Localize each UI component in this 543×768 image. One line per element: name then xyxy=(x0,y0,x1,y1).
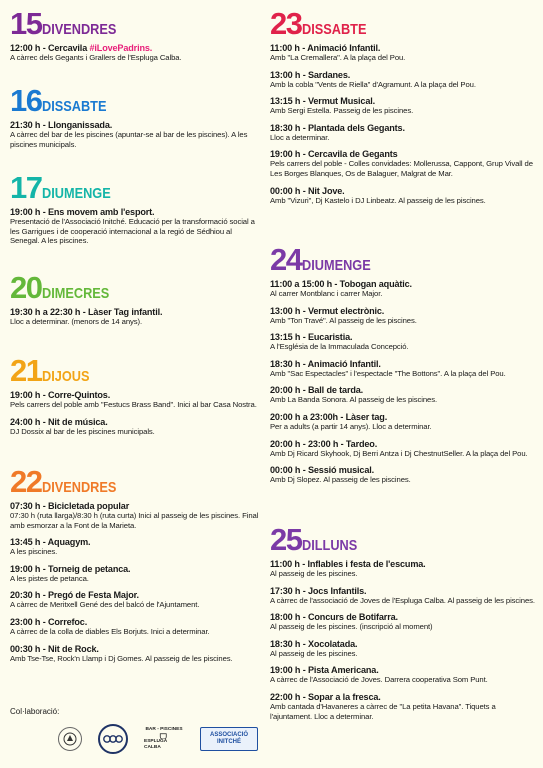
event-title: 12:00 h - Cercavila #iLovePadrins. xyxy=(10,42,153,53)
event-description: Al passeig de les piscines. (inscripció al moment) xyxy=(270,622,433,632)
event xyxy=(270,358,535,379)
event xyxy=(270,95,535,116)
event xyxy=(10,563,262,584)
day-header xyxy=(270,8,535,39)
day-24 xyxy=(270,244,535,491)
event-description: Al passeig de les piscines. xyxy=(270,648,358,658)
event-description: A càrrec dels Gegants i Grallers de l'Espluga Calba. xyxy=(10,53,182,62)
event-title: 13:15 h - Vermut Musical. xyxy=(270,95,376,107)
event-title: 19:00 h - Cercavila de Gegants xyxy=(270,148,398,160)
day-number: 22 xyxy=(10,464,42,499)
event-title: 13:00 h - Vermut electrònic. xyxy=(270,304,385,316)
event-description: Amb La Banda Sonora. Al passeig de les piscines. xyxy=(270,395,437,405)
event xyxy=(10,643,262,664)
event-description: Pels carrers del poble - Colles convidades: Mollerussa, Cappont, Grup Vivall de Les Borges Blanques, Os de Balaguer, Malgrat de Mar. xyxy=(270,159,533,178)
assoc-logo-line2: INITCHÉ xyxy=(216,739,241,745)
event-title: 20:00 h - Ball de tarda. xyxy=(270,384,364,396)
event-title: 21:30 h - Llonganissada. xyxy=(10,119,113,130)
event xyxy=(10,42,262,63)
event-title: 00:00 h - Nit Jove. xyxy=(270,184,345,196)
event xyxy=(270,69,535,90)
event-title: 18:30 h - Animació Infantil. xyxy=(270,357,381,369)
event-description: Al passeig de les piscines. xyxy=(270,569,358,578)
bar-logo-line1: BAR - PISCINES xyxy=(145,727,183,732)
event xyxy=(10,589,262,610)
event xyxy=(270,691,535,721)
event-title: 19:00 h - Ens movem amb l'esport. xyxy=(10,206,155,217)
event-description: A càrrec de Meritxell Gené des del balcó de l'Ajuntament. xyxy=(10,600,200,610)
day-number: 23 xyxy=(270,6,302,41)
event-description: Al carrer Montblanc i carrer Major. xyxy=(270,289,383,298)
event-title: 13:00 h - Sardanes. xyxy=(270,68,351,80)
event xyxy=(270,331,535,352)
event xyxy=(10,389,262,410)
day-name: DIUMENGE xyxy=(42,185,112,202)
bar-piscines-logo xyxy=(144,727,184,751)
hashtag: #iLovePadrins. xyxy=(89,42,153,53)
event-description: DJ Dossix al bar de les piscines municipals. xyxy=(10,426,155,436)
day-number: 20 xyxy=(10,270,42,305)
collaboration-label: Col·laboració: xyxy=(10,707,60,716)
event-description: A les piscines. xyxy=(10,547,58,557)
event xyxy=(270,278,535,299)
event xyxy=(270,638,535,659)
day-header xyxy=(270,244,535,275)
day-15 xyxy=(10,8,262,69)
event-title: 20:30 h - Pregó de Festa Major. xyxy=(10,589,139,601)
event xyxy=(270,42,535,63)
event-description: Amb cantada d'Havaneres a càrrec de "La petita Havana". Tiquets a l'ajuntament. Lloc a determinar. xyxy=(270,701,496,721)
event xyxy=(270,411,535,432)
event xyxy=(10,616,262,637)
event xyxy=(10,119,262,149)
event xyxy=(10,306,262,327)
event-description: Amb Dj Ricard Skyhook, Dj Berri Antza i Dj ChestnutSeller. A la plaça del Pou. xyxy=(270,448,528,458)
day-25 xyxy=(270,524,535,727)
event-description: A l'Església de la Immaculada Concepció. xyxy=(270,342,409,352)
associacio-initche-logo xyxy=(200,727,258,751)
event-description: Pels carrers del poble amb "Festucs Brass Band". Inici al bar Casa Nostra. xyxy=(10,400,257,409)
event-title: 11:00 h - Inflables i festa de l'escuma. xyxy=(270,558,426,569)
event-title: 22:00 h - Sopar a la fresca. xyxy=(270,690,381,702)
event xyxy=(270,585,535,606)
event-title: 11:00 a 15:00 h - Tobogan aquàtic. xyxy=(270,278,412,289)
event-description: 07:30 h (ruta llarga)/8:30 h (ruta curta) Inici al passeig de les piscines. Final amb esmorzar a la Font de la Marieta. xyxy=(10,511,259,530)
day-name: DIVENDRES xyxy=(42,21,117,38)
day-number: 25 xyxy=(270,522,302,557)
event-description: A les pistes de petanca. xyxy=(10,573,89,583)
day-number: 15 xyxy=(10,6,42,41)
event-description: Amb Sergi Estella. Passeig de les piscines. xyxy=(270,106,414,116)
event-title: 13:45 h - Aquagym. xyxy=(10,536,91,548)
day-number: 24 xyxy=(270,242,302,277)
event-title: 20:00 h a 23:00h - Làser tag. xyxy=(270,410,388,422)
event xyxy=(270,185,535,206)
event xyxy=(270,611,535,632)
day-name: DIJOUS xyxy=(42,368,90,385)
event xyxy=(10,536,262,557)
event-title: 20:00 h - 23:00 h - Tardeo. xyxy=(270,437,378,449)
day-header xyxy=(10,466,262,497)
event-description: Lloc a determinar. xyxy=(270,132,330,142)
event-description: A càrrec del bar de les piscines (apuntar-se al bar de les piscines). A les piscines municipals. xyxy=(10,130,248,149)
day-header xyxy=(10,355,262,386)
assoc-logo-line1: ASSOCIACIÓ xyxy=(209,732,248,738)
day-name: DILLUNS xyxy=(302,537,358,554)
event-title: 13:15 h - Eucaristia. xyxy=(270,331,353,343)
day-21 xyxy=(10,355,262,442)
event-description: Per a adults (a partir 14 anys). Lloc a determinar. xyxy=(270,421,432,431)
day-23 xyxy=(270,8,535,211)
event-title: 00:30 h - Nit de Rock. xyxy=(10,642,99,654)
event-title: 23:00 h - Correfoc. xyxy=(10,615,88,627)
event-description: Amb Dj Slopez. Al passeig de les piscines. xyxy=(270,475,411,485)
event-title: 18:00 h - Concurs de Botifarra. xyxy=(270,611,398,623)
event xyxy=(270,384,535,405)
day-number: 17 xyxy=(10,170,42,205)
event-title: 18:30 h - Plantada dels Gegants. xyxy=(270,121,405,133)
collaborator-logo-icon xyxy=(58,727,82,751)
event xyxy=(270,148,535,178)
event-description: Lloc a determinar. (menors de 14 anys). xyxy=(10,317,142,326)
event xyxy=(270,438,535,459)
event-title: 19:00 h - Torneig de petanca. xyxy=(10,562,131,574)
event xyxy=(270,122,535,143)
day-number: 16 xyxy=(10,83,42,118)
event-description: Amb la cobla "Vents de Riella" d'Agramunt. A la plaça del Pou. xyxy=(270,79,476,89)
day-name: DIVENDRES xyxy=(42,479,117,496)
event-description: A càrrec de l'Associació de Joves. Darrera cooperativa Som Punt. xyxy=(270,675,488,685)
event-title: 24:00 h - Nit de música. xyxy=(10,415,108,427)
event xyxy=(270,464,535,485)
event-title: 11:00 h - Animació Infantil. xyxy=(270,42,381,53)
collaborator-logos xyxy=(58,724,258,754)
event xyxy=(270,664,535,685)
event-description: Amb "La Cremallera". A la plaça del Pou. xyxy=(270,53,406,62)
event-description: A càrrec de la colla de diables Els Borjuts. Inici a determinar. xyxy=(10,626,210,636)
event-title: 17:30 h - Jocs Infantils. xyxy=(270,584,367,596)
event-description: A càrrec de l'associació de Joves de l'Espluga Calba. Al passeig de les piscines. xyxy=(270,595,535,605)
event xyxy=(10,206,262,246)
day-16 xyxy=(10,85,262,155)
day-17 xyxy=(10,172,262,252)
day-name: DIMECRES xyxy=(42,285,110,302)
event-title: 19:30 h a 22:30 h - Làser Tag infantil. xyxy=(10,306,163,317)
event-description: Amb "Sac Espectacles" i l'espectacle "The Bottons". A la plaça del Pou. xyxy=(270,368,506,378)
event xyxy=(10,416,262,437)
day-name: DIUMENGE xyxy=(302,257,372,274)
day-header xyxy=(10,272,262,303)
event-description: Presentació de l'Associació Initché. Educació per la transformació social a les Garrigues i de cooperació internacional a la regió de Sédhiou al Senegal. A les piscines. xyxy=(10,217,255,246)
event-description: Amb "Ton Travé". Al passeig de les piscines. xyxy=(270,315,417,325)
event-title: 07:30 h - Bicicletada popular xyxy=(10,500,130,511)
event-title: 19:00 h - Pista Americana. xyxy=(270,664,379,676)
event-description: Amb Tse-Tse, Rock'n Llamp i Dj Gomes. Al passeig de les piscines. xyxy=(10,653,233,663)
day-20 xyxy=(10,272,262,333)
day-header xyxy=(10,8,262,39)
event-description: Amb "Vizuri", Dj Kastelo i DJ Linbeatz. Al passeig de les piscines. xyxy=(270,195,486,205)
bar-logo-line2: ESPLUGA CALBA xyxy=(144,739,168,750)
event-title: 00:00 h - Sessió musical. xyxy=(270,464,375,476)
day-name: DISSABTE xyxy=(42,98,107,115)
day-header xyxy=(10,85,262,116)
event xyxy=(270,305,535,326)
day-name: DISSABTE xyxy=(302,21,367,38)
event-title: 19:00 h - Corre-Quintos. xyxy=(10,389,111,400)
event xyxy=(270,558,535,579)
event-title: 18:30 h - Xocolatada. xyxy=(270,637,358,649)
day-number: 21 xyxy=(10,353,42,388)
day-header xyxy=(270,524,535,555)
club-logo-icon xyxy=(98,724,128,754)
event xyxy=(10,500,262,530)
day-header xyxy=(10,172,262,203)
day-22 xyxy=(10,466,262,669)
